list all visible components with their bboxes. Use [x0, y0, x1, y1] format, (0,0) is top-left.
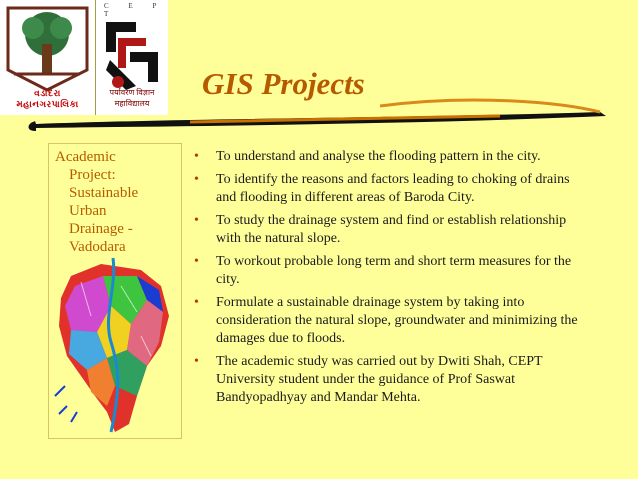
list-item-text: To study the drainage system and find or establish relationship with the natural slope.: [216, 213, 567, 246]
list-item: [192, 294, 592, 348]
project-label-line: Urban: [69, 203, 107, 219]
project-label-line: Academic: [55, 149, 116, 165]
cept-logo-caption: पर्यावरण विज्ञान महाविद्यालय: [109, 88, 155, 108]
page-title: GIS Projects: [202, 66, 365, 101]
vmc-logo-caption: વડોદરા મહાનગરપાલિકા: [16, 88, 79, 109]
list-item: [192, 148, 592, 166]
bullet-icon: •: [194, 254, 199, 269]
tree-emblem-icon: [0, 0, 95, 95]
project-label-line: Drainage -: [69, 221, 133, 237]
project-label-line: Sustainable: [69, 185, 139, 201]
objectives-list: [192, 148, 592, 412]
list-item: [192, 212, 592, 248]
bullet-icon: •: [194, 213, 199, 228]
list-item-text: To identify the reasons and factors leading to choking of drains and flooding in different areas of Baroda City.: [216, 172, 570, 205]
project-label-line: Vadodara: [69, 239, 126, 255]
project-sidebar: [48, 143, 182, 439]
list-item-text: The academic study was carried out by Dwiti Shah, CEPT University student under the guidance of Prof Saswat Bandyopadhyay and Mandar Mehta.: [216, 354, 543, 405]
list-item: [192, 353, 592, 407]
list-item-text: Formulate a sustainable drainage system by taking into consideration the natural slope, groundwater and minimizing the damages due to floods.: [216, 295, 578, 346]
list-item: [192, 171, 592, 207]
list-item: [192, 253, 592, 289]
bullet-icon: •: [194, 295, 199, 310]
city-drainage-map-icon: [51, 246, 179, 436]
list-item-text: To understand and analyse the flooding pattern in the city.: [216, 149, 541, 164]
bullet-icon: •: [194, 149, 199, 164]
cept-logo-header: C E P T: [104, 2, 166, 18]
list-item-text: To workout probable long term and short term measures for the city.: [216, 254, 572, 287]
project-label: [55, 148, 165, 256]
bullet-icon: •: [194, 354, 199, 369]
swoosh-divider: [0, 98, 638, 138]
bullet-icon: •: [194, 172, 199, 187]
project-label-line: Project:: [69, 167, 116, 183]
